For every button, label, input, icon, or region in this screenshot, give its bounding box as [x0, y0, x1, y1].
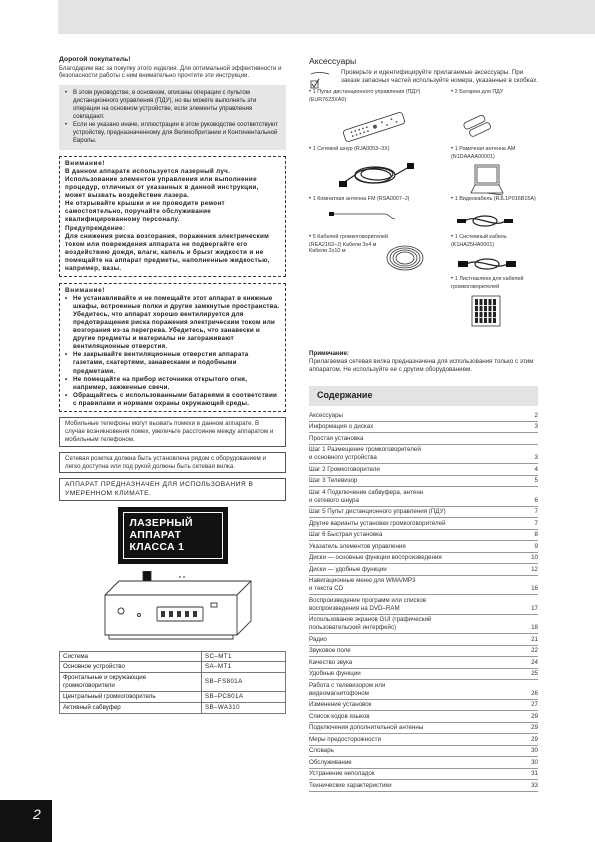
toc-entry-page: 33: [531, 781, 538, 789]
accessory-label: 5 Кабелей громкоговорителей (REA2163–J) Кабели 3x4 м Кабели 2x10 м: [309, 234, 389, 255]
warning-subheading: Предупреждение:: [65, 224, 126, 232]
accessories-intro: [309, 69, 538, 85]
toc-entry-page: 4: [534, 465, 538, 473]
main-unit-illustration: [83, 571, 263, 643]
system-cable-icon: [457, 253, 517, 275]
toc-entry-page: 6: [534, 496, 538, 504]
toc-entry-page: 18: [531, 624, 538, 632]
accessory-label: 1 Листнаклеек для кабелей громкоговорителей: [451, 276, 524, 290]
warning-text: Не открывайте крышки и не проводите ремонт самостоятельно, поручайте обслуживание квалифицированному персоналу.: [65, 200, 225, 224]
toc-entry-page: 24: [531, 658, 538, 666]
toc-entry[interactable]: [309, 595, 538, 614]
toc-entry[interactable]: [309, 757, 538, 769]
toc-entry-page: 7: [534, 519, 538, 527]
toc-entry[interactable]: [309, 646, 538, 658]
toc-entry-title: Технические характеристики: [309, 781, 392, 789]
table-cell: SB–FS801A: [202, 673, 286, 692]
accessory-label: 1 Видеокабель (RJL1P016B15A): [454, 196, 536, 203]
toc-entry-title: Обслуживание: [309, 758, 352, 766]
toc-entry-page: 2: [534, 411, 538, 419]
toc-entry-title: Простая установка: [309, 434, 364, 442]
table-cell: Активный сабвуфер: [60, 703, 202, 714]
table-row: [60, 651, 286, 662]
right-column: [309, 56, 538, 792]
table-row: [60, 673, 286, 692]
warning-heading: Внимание!: [65, 159, 106, 167]
mobile-phone-note: Мобильные телефоны могут вызвать помехи в данном аппарате. В случае возникновения помех, увеличьте расстояние между аппаратом и мобильным телефоном.: [59, 417, 286, 447]
warning-item: • Не устанавливайте и не помещайте этот аппарат в книжные шкафы, встроенные полки и другие замкнутые пространства. Убедитесь, что аппарат хорошо вентилируется для предотвращения риска поражения электрическим током или возгорания из-за перегрева. Убедитесь, что занавески и другие предметы и материалы не загораживают вентиляционные отверстия.: [65, 295, 280, 351]
toc-entry-page: 5: [534, 477, 538, 485]
accessories-intro-text: Проверьте и идентифицируйте прилагаемые аксессуары. При заказе запасных частей используйте номера, указанные в скобках.: [341, 69, 538, 85]
toc-entry-page: 22: [531, 647, 538, 655]
accessory-item: • 1 Рамочная антенна AM (N1DAAAA00001): [451, 146, 516, 160]
toc-entry[interactable]: [309, 780, 538, 792]
warning-heading: Внимание!: [65, 286, 106, 294]
laser-class-label: [118, 507, 228, 563]
accessory-label: 1 Пульт дистанционного управления (ПДУ) (EUR7623XA0): [309, 89, 421, 103]
toc-entry[interactable]: [309, 746, 538, 758]
table-cell: Фронтальные и окружающие громкоговорители: [60, 673, 202, 692]
toc-entry[interactable]: [309, 410, 538, 422]
table-cell: Центральный громкоговоритель: [60, 692, 202, 703]
toc-entry-page: 30: [531, 747, 538, 755]
toc-entry-title: Шаг 5 Пульт дистанционного управления (ПДУ): [309, 508, 446, 516]
toc-entry-page: 3: [534, 423, 538, 431]
accessory-label: 1 Рамочная антенна AM (N1DAAAA00001): [451, 146, 516, 160]
toc-entry-page: 10: [531, 554, 538, 562]
table-cell: SB–PC801A: [202, 692, 286, 703]
toc-entry[interactable]: [309, 476, 538, 488]
toc-entry[interactable]: [309, 576, 538, 595]
toc-entry-title: Указатель элементов управления: [309, 542, 406, 550]
toc-entry-title: Удобные функции: [309, 670, 361, 678]
remote-control-icon: [339, 111, 409, 143]
speaker-cables-icon: [383, 239, 427, 277]
laser-label-line: КЛАССА 1: [129, 541, 185, 554]
toc-entry[interactable]: [309, 769, 538, 781]
toc-entry-page: 26: [531, 689, 538, 697]
toc-entry-page: 29: [531, 735, 538, 743]
toc-entry-page: 27: [531, 701, 538, 709]
warning-item: • Обращайтесь с использованными батареями в соответствии с правилами и нормами охраны окружающей среды.: [65, 392, 280, 408]
accessory-label: 1 Комнатная антенна FM (RSA0007–J): [312, 196, 410, 203]
outlet-note: Сетевая розетка должна быть установлена рядом с оборудованием и легко доступна или под рукой должны быть сетевая вилка.: [59, 452, 286, 474]
accessory-label: 1 Системный кабель (K1HA25HA0001): [451, 234, 507, 248]
accessory-item: • 2 Батареи для ПДУ: [451, 89, 504, 96]
accessory-item: • 1 Листнаклеек для кабелей громкоговорителей: [451, 276, 524, 290]
toc-entry-title: Подключения дополнительной антенны: [309, 724, 424, 732]
table-of-contents: [309, 410, 538, 792]
toc-entry-title: Список кодов языков: [309, 712, 370, 720]
climate-note: АППАРАТ ПРЕДНАЗНАЧЕН ДЛЯ ИСПОЛЬЗОВАНИЯ В УМЕРЕННОМ КЛИМАТЕ.: [59, 478, 286, 501]
toc-title: Содержание: [317, 389, 373, 400]
toc-entry[interactable]: [309, 657, 538, 669]
toc-entry[interactable]: [309, 564, 538, 576]
warning-item: • Не помещайте на прибор источники открытого огня, например, зажженные свечи.: [65, 376, 280, 392]
toc-entry-title: Другие варианты установки громкоговорителей: [309, 519, 446, 527]
toc-entry[interactable]: [309, 553, 538, 565]
header-band: [0, 0, 595, 34]
toc-entry-title: Словарь: [309, 747, 334, 755]
toc-entry-title: Диски — основные функции воспроизведения: [309, 554, 442, 562]
toc-entry[interactable]: [309, 487, 538, 506]
sticker-sheet-icon: [471, 295, 501, 327]
toc-entry[interactable]: [309, 669, 538, 681]
accessory-item: • 1 Комнатная антенна FM (RSA0007–J): [309, 196, 410, 203]
toc-entry-page: 9: [534, 542, 538, 550]
accessories-title: Аксессуары: [309, 56, 357, 66]
toc-entry[interactable]: [309, 700, 538, 712]
toc-entry-page: 17: [531, 604, 538, 612]
toc-entry-title: Шаг 3 Телевизор: [309, 477, 358, 485]
toc-entry-page: 31: [531, 770, 538, 778]
toc-entry[interactable]: [309, 723, 538, 735]
toc-entry-title: Шаг 6 Быстрая установка: [309, 531, 383, 539]
toc-entry-title: Использование экранов GUI (графический пользовательский интерфейс): [309, 616, 432, 632]
table-row: [60, 692, 286, 703]
toc-entry-title: Навигационные меню для WMA/MP3 и текста CD: [309, 577, 416, 593]
left-column: [59, 56, 286, 714]
toc-entry-page: 16: [531, 585, 538, 593]
power-cord-icon: [337, 157, 417, 191]
page-number: 2: [0, 800, 52, 842]
toc-entry[interactable]: [309, 541, 538, 553]
accessory-item: • 1 Сетевой шнур (RJA0053–3X): [309, 146, 390, 153]
fm-indoor-antenna-icon: [329, 205, 399, 223]
toc-entry[interactable]: [309, 507, 538, 519]
toc-entry-title: Качество звука: [309, 658, 353, 666]
toc-entry-title: Аксессуары: [309, 411, 343, 419]
warning-item: • Не закрывайте вентиляционные отверстия аппарата газетами, скатертями, занавесками и подобными предметами.: [65, 351, 280, 375]
toc-entry-page: 29: [531, 712, 538, 720]
ventilation-warning-box: [59, 283, 286, 412]
toc-entry[interactable]: [309, 734, 538, 746]
toc-entry-title: Работа с телевизором или видеомагнитофоном: [309, 681, 386, 697]
toc-entry[interactable]: [309, 433, 538, 445]
toc-entry-page: 7: [534, 508, 538, 516]
batteries-icon: [459, 111, 499, 139]
table-cell: Система: [60, 651, 202, 662]
note-text: Прилагаемая сетевая вилка предназначена для использования только с этим аппаратом. Не используйте ее с другим оборудованием.: [309, 358, 534, 373]
accessory-item: • 1 Видеокабель (RJL1P016B15A): [451, 196, 536, 203]
toc-entry-page: 25: [531, 670, 538, 678]
accessory-label: 2 Батареи для ПДУ: [454, 89, 504, 96]
toc-entry-title: Устранение неполадок: [309, 770, 375, 778]
am-loop-antenna-icon: [469, 163, 509, 197]
accessory-item: • 1 Системный кабель (K1HA25HA0001): [451, 234, 507, 248]
toc-entry-title: Информация о дисках: [309, 423, 374, 431]
toc-entry-page: 30: [531, 758, 538, 766]
toc-entry-title: Воспроизведение программ или списков воспроизведения на DVD–RAM: [309, 596, 427, 612]
toc-entry[interactable]: [309, 422, 538, 434]
table-cell: SA–MT1: [202, 662, 286, 673]
notes-box: [59, 85, 286, 150]
laser-warning-box: [59, 156, 286, 277]
model-table: [59, 651, 286, 715]
toc-entry-title: Радио: [309, 635, 327, 643]
warning-text: Для снижения риска возгорания, поражения электрическим током или повреждения аппарата не подвергайте его воздействию дождя, влаги, капель и брызг жидкости и не помещайте на аппарат предметы, наполненные жидкостью, например, вазы.: [65, 232, 270, 272]
laser-label-line: ЛАЗЕРНЫЙ АППАРАТ: [129, 517, 193, 542]
toc-entry-title: Изменение установок: [309, 701, 372, 709]
table-row: [60, 703, 286, 714]
toc-entry-title: Звуковое поле: [309, 647, 351, 655]
toc-entry-page: 3: [534, 454, 538, 462]
note-item: • Если не указано иначе, иллюстрации в этом руководстве соответствуют устройству, предназначенному для Великобритании и Континентальной Европы.: [65, 121, 280, 144]
toc-entry[interactable]: [309, 530, 538, 542]
toc-entry-page: 21: [531, 635, 538, 643]
table-cell: SC–MT1: [202, 651, 286, 662]
toc-entry-page: 8: [534, 531, 538, 539]
toc-entry[interactable]: [309, 615, 538, 634]
toc-entry-title: Шаг 2 Громкоговорители: [309, 465, 380, 473]
accessory-label: 1 Сетевой шнур (RJA0053–3X): [312, 146, 390, 153]
toc-entry-page: 12: [531, 565, 538, 573]
accessory-item: • 1 Пульт дистанционного управления (ПДУ) (EUR7623XA0): [309, 89, 421, 103]
toc-header: [309, 386, 538, 407]
toc-entry[interactable]: [309, 464, 538, 476]
toc-entry-title: Меры предосторожности: [309, 735, 381, 743]
toc-entry-page: 29: [531, 724, 538, 732]
checklist-icon: [309, 71, 331, 91]
table-cell: Основное устройство: [60, 662, 202, 673]
greeting-text: Благодарим вас за покупку этого изделия. Для оптимальной эффективности и безопасности работы с ним внимательно прочтите эти инструкции.: [59, 64, 282, 80]
table-row: [60, 662, 286, 673]
greeting-title: Дорогой покупатель!: [59, 56, 131, 63]
table-cell: SB–WA310: [202, 703, 286, 714]
toc-entry-title: Шаг 4 Подключение сабвуфера, антенн и сетевого шнура: [309, 488, 424, 504]
toc-entry[interactable]: [309, 445, 538, 464]
toc-entry[interactable]: [309, 634, 538, 646]
accessory-item: • 5 Кабелей громкоговорителей (REA2163–J) Кабели 3x4 м Кабели 2x10 м: [309, 234, 389, 255]
toc-entry-title: Шаг 1 Размещение громкоговорителей и основного устройства: [309, 446, 421, 462]
note-title: Примечание:: [309, 350, 349, 358]
warning-text: В данном аппарате используется лазерный луч. Использование элементов управления или выполнение процедур, отличных от указанных в данной инструкции, может вызвать воздействие лазера.: [65, 168, 259, 200]
toc-entry-title: Диски — удобные функции: [309, 565, 387, 573]
accessories-grid: [309, 89, 538, 344]
toc-entry[interactable]: [309, 711, 538, 723]
toc-entry[interactable]: [309, 518, 538, 530]
toc-entry[interactable]: [309, 680, 538, 699]
video-cable-icon: [455, 211, 515, 231]
note-item: • В этом руководстве, в основном, описаны операции с пультом дистанционного управления (ПДУ), но вы можете выполнять эти операции на основном устройстве, если элементы управления совпадают.: [65, 89, 280, 120]
